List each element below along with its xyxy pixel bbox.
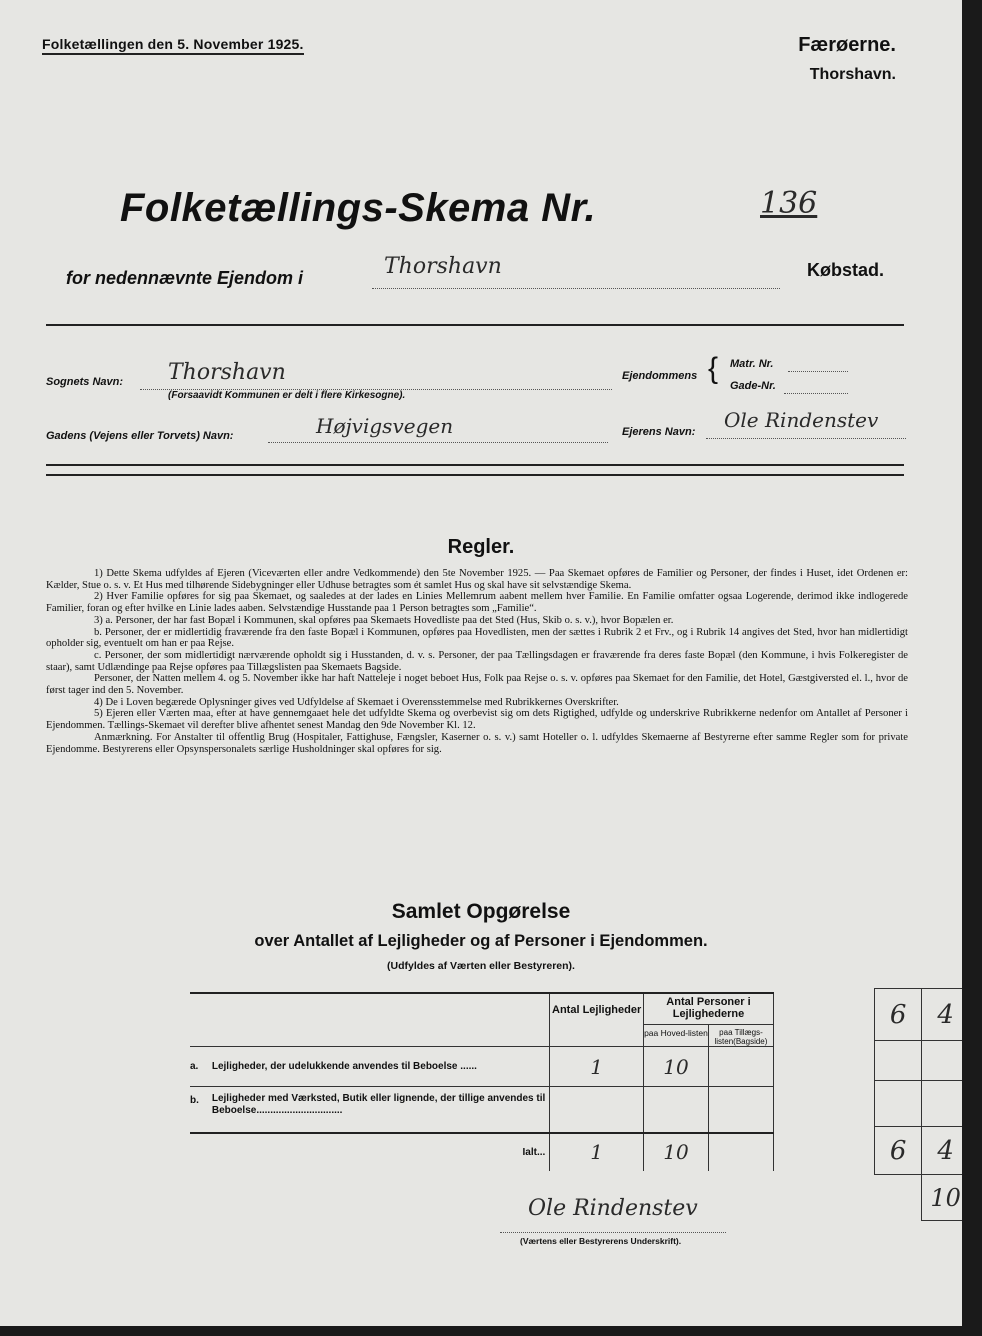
summary-table bbox=[190, 992, 774, 1171]
side-tally-box bbox=[874, 988, 962, 1221]
tally-cell: 10 bbox=[922, 1175, 962, 1221]
row-label: Lejligheder med Værksted, Butik eller lignende, der tillige anvendes til Beboelse............................... bbox=[211, 1093, 546, 1116]
summary-note: (Udfyldes af Værten eller Bestyreren). bbox=[387, 960, 575, 972]
rule-paragraph: 1) Dette Skema udfyldes af Ejeren (Viceværten eller andre Vedkommende) den 5te November 1925. — Paa Skemaet opføres de Familier og Personer, der findes i Huset, idet Ordenen er: Kælder, Stue o. s. v. Et Hus med tilhørende Sidebygninger eller Udhuse betragtes som ét samlet Hus og skal have sit selvstændige Skema. bbox=[46, 568, 908, 591]
rule-paragraph: c. Personer, der som midlertidigt nærværende opholdt sig i Husstanden, d. v. s. Personer, der paa Tællingsdagen er fraværende fra deres faste Bopæl (den Kommune, i hvis Folkeregister de staar), samt Udlændinge paa Rejse opføres paa Tillægslisten paa Skemaets Bagside. bbox=[46, 649, 908, 673]
form-title: Folketællings-Skema Nr. bbox=[120, 186, 597, 230]
census-date-header: Folketællingen den 5. November 1925. bbox=[42, 36, 304, 55]
summary-subtitle: over Antallet af Lejligheder og af Personer i Ejendommen. bbox=[254, 932, 708, 950]
rule-paragraph: Personer, der Natten mellem 4. og 5. November ikke har haft Natteleje i noget beboet Hus, Folk paa Rejse o. s. v. opføres paa Skemaet for den Familie, det Hotel, Gæstgiversted el. l., hvor de først tager ind den 5. November. bbox=[46, 673, 908, 697]
parish-handwritten: Thorshavn bbox=[168, 360, 286, 385]
property-location-label: for nedennævnte Ejendom i bbox=[66, 268, 304, 288]
summary-title: Samlet Opgørelse bbox=[391, 900, 571, 923]
town-header: Thorshavn. bbox=[809, 66, 896, 83]
koebstad-label: Købstad. bbox=[806, 260, 884, 280]
rule-paragraph: 3) a. Personer, der har fast Bopæl i Kommunen, skal opføres paa Skemaets Hovedliste paa det Sted (Hus, Skib o. s. v.), hvor Bopælen er. bbox=[94, 614, 674, 626]
cell-apartments bbox=[550, 1087, 644, 1133]
cell-apartments: 1 bbox=[550, 1047, 644, 1087]
col-header-supp-list: paa Tillægs-listen(Bagside) bbox=[714, 1028, 768, 1046]
region-header: Færøerne. bbox=[798, 34, 896, 56]
tally-cell-empty bbox=[922, 1041, 962, 1081]
rule-paragraph: b. Personer, der er midlertidig fraværende fra den faste Bopæl i Kommunen, opføres paa Hovedlisten, men der sættes i Rubrik 2 et Frv., og i Rubrik 14 angives det Sted, hvor han midlertidigt opholder sig, eventuelt om han er paa Rejse. bbox=[46, 626, 908, 650]
tally-cell: 4 bbox=[922, 989, 962, 1041]
owner-name-label: Ejerens Navn: bbox=[622, 426, 696, 438]
divider-mid-2 bbox=[46, 474, 904, 476]
tally-cell: 6 bbox=[875, 1127, 922, 1175]
cell-main bbox=[643, 1087, 708, 1133]
divider-top bbox=[46, 324, 904, 326]
street-dotted-line bbox=[268, 442, 608, 443]
col-header-persons: Antal Personer i Lejlighederne bbox=[644, 994, 773, 1025]
row-label: Lejligheder, der udelukkende anvendes til Beboelse ...... bbox=[211, 1061, 477, 1072]
matr-dotted-line bbox=[788, 371, 848, 372]
divider-mid-1 bbox=[46, 464, 904, 466]
total-main: 10 bbox=[643, 1133, 708, 1171]
parish-note: (Forsaavidt Kommunen er delt i flere Kirkesogne). bbox=[168, 390, 406, 401]
row-letter: a. bbox=[190, 1061, 199, 1072]
table-total-row bbox=[190, 1133, 774, 1171]
signature-caption: (Værtens eller Bestyrerens Underskrift). bbox=[520, 1236, 682, 1246]
rules-text bbox=[46, 568, 908, 755]
matr-nr-label: Matr. Nr. bbox=[730, 358, 774, 370]
rules-title: Regler. bbox=[447, 536, 515, 558]
street-handwritten: Højvigsvegen bbox=[316, 414, 454, 438]
tally-cell-empty bbox=[875, 1041, 922, 1081]
tally-cell-empty bbox=[922, 1081, 962, 1127]
rule-paragraph: 2) Hver Familie opføres for sig paa Skemaet, og saaledes at der lades en Linies Mellemrum aabent mellem hver Familie. En Familie omfatter ogsaa Logerende, derimod ikke indlogerede Familier, foran og efter hvilke en Linie lades aaben. Selvstændige Husstande paa 1 Person betragtes som „Familie“. bbox=[46, 591, 908, 615]
table-row bbox=[190, 1087, 774, 1133]
rule-paragraph: Anmærkning. For Anstalter til offentlig Brug (Hospitaler, Fattighuse, Fængsler, Kaserner o. s. v.) samt Hoteller o. l. udfyldes Skemaerne af Bestyrerne efter samme Regler som for private Ejendomme. Bestyrerens eller Opsynspersonalets særlige Husholdninger skal opføres for sig. bbox=[46, 731, 908, 755]
brace-glyph: { bbox=[708, 352, 719, 385]
owner-handwritten: Ole Rindenstev bbox=[724, 408, 879, 432]
property-label: Ejendommens bbox=[622, 370, 698, 382]
signature-line bbox=[500, 1232, 726, 1233]
total-label: Ialt... bbox=[522, 1146, 546, 1158]
col-header-apartments: Antal Lejligheder bbox=[550, 993, 644, 1047]
form-number-handwritten: 136 bbox=[760, 186, 818, 221]
cell-main: 10 bbox=[643, 1047, 708, 1087]
rule-paragraph: 5) Ejeren eller Værten maa, efter at have gennemgaaet hele det udfyldte Skema og overbevist sig om dets Rigtighed, udfylde og underskrive Rubrikkerne nedenfor om Antallet af Personer i Ejendommen. Tællings-Skemaet vil derefter blive afhentet senest Mandag den 9de November Kl. 12. bbox=[46, 708, 908, 732]
signature-handwritten: Ole Rindenstev bbox=[528, 1196, 698, 1221]
cell-supp bbox=[708, 1087, 773, 1133]
town-dotted-line bbox=[372, 288, 780, 289]
rule-paragraph: 4) De i Loven begærede Oplysninger gives ved Udfyldelse af Skemaet i Overensstemmelse med Rubrikkernes Overskrifter. bbox=[94, 696, 619, 708]
tally-cell: 6 bbox=[875, 989, 922, 1041]
street-name-label: Gadens (Vejens eller Torvets) Navn: bbox=[46, 430, 234, 442]
parish-name-label: Sognets Navn: bbox=[46, 376, 124, 388]
table-row bbox=[190, 1047, 774, 1087]
town-handwritten: Thorshavn bbox=[384, 254, 502, 279]
tally-cell-empty bbox=[875, 1081, 922, 1127]
gade-nr-label: Gade-Nr. bbox=[730, 380, 776, 392]
cell-supp bbox=[708, 1047, 773, 1087]
total-apartments: 1 bbox=[550, 1133, 644, 1171]
gade-dotted-line bbox=[784, 393, 848, 394]
tally-cell: 4 bbox=[922, 1127, 962, 1175]
row-letter: b. bbox=[190, 1095, 199, 1106]
total-supp bbox=[708, 1133, 773, 1171]
owner-dotted-line bbox=[706, 438, 906, 439]
col-header-main-list: paa Hoved-listen bbox=[644, 1025, 709, 1046]
